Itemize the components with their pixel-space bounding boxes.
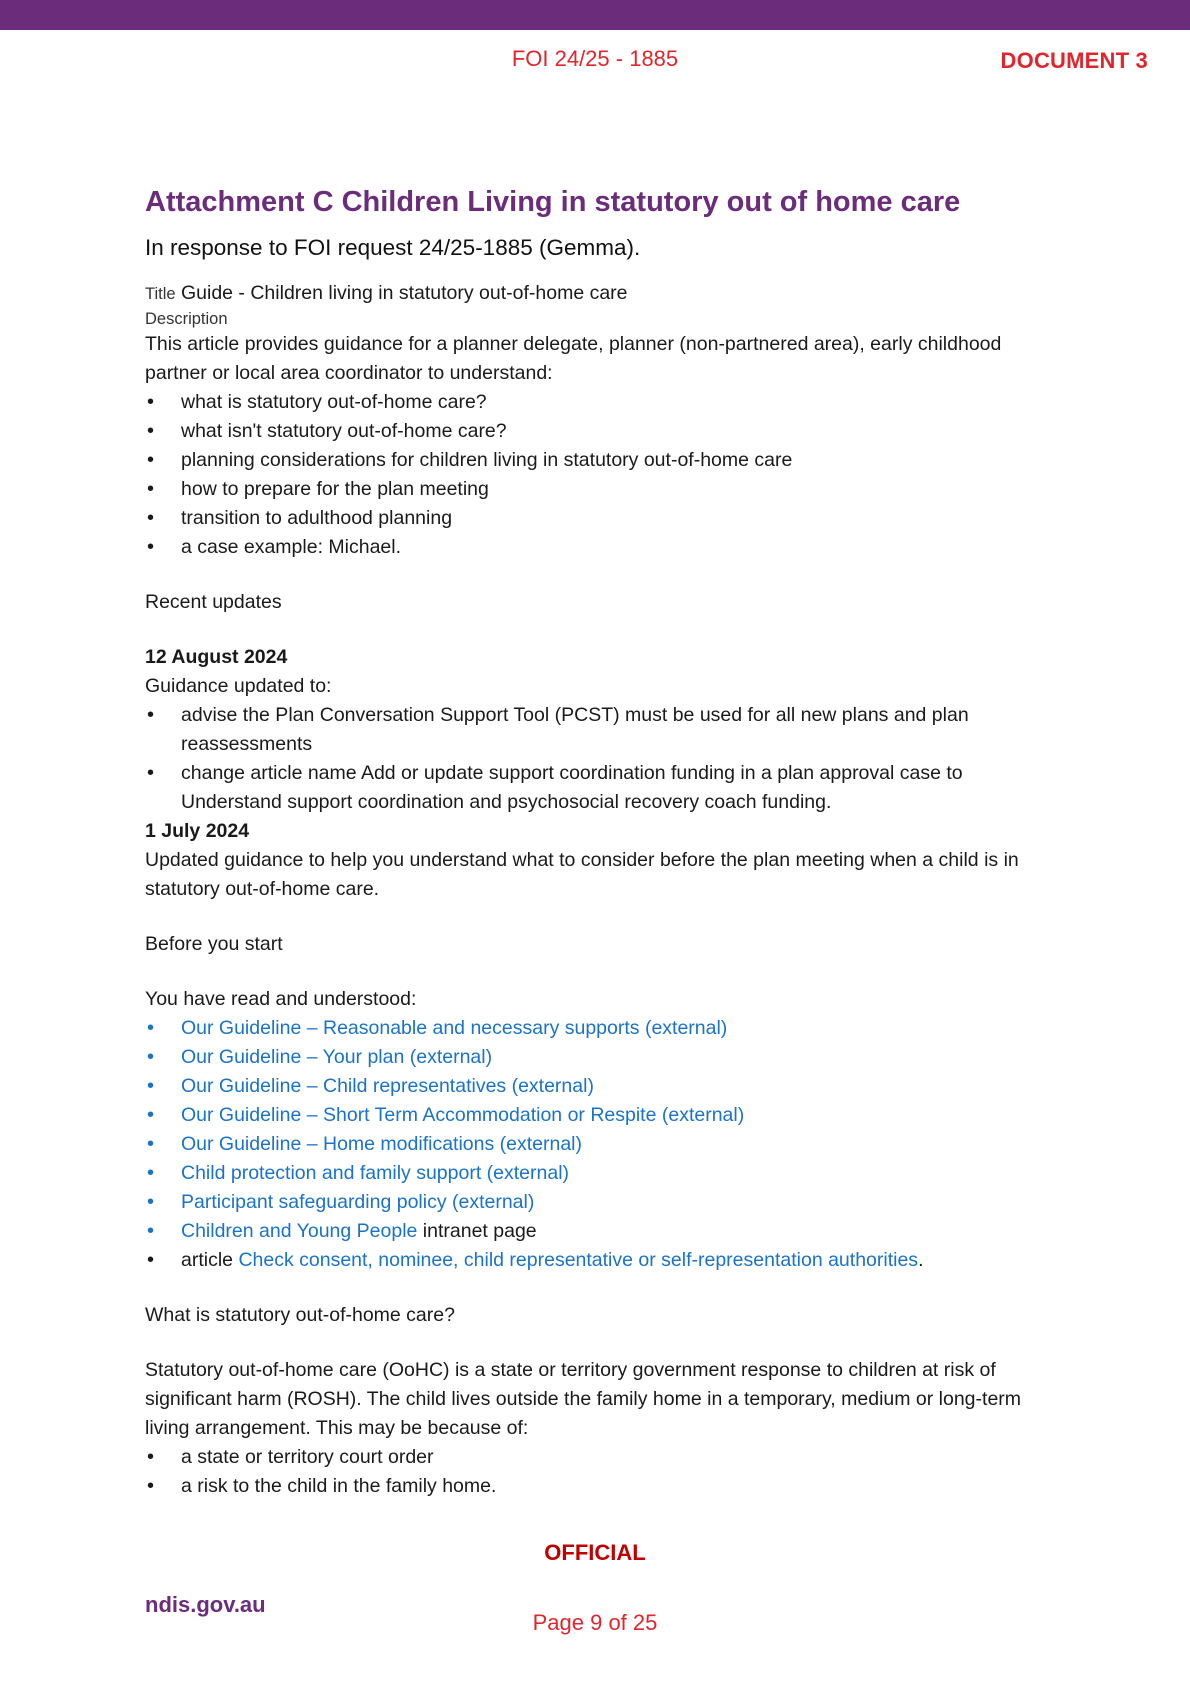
meta-title-line [145, 279, 1065, 308]
list-item: • what isn't statutory out-of-home care? [145, 417, 1065, 446]
children-young-people-link[interactable]: Children and Young People [181, 1220, 418, 1242]
check-consent-link[interactable]: Check consent, nominee, child representative or self-representation authorities [238, 1249, 919, 1271]
meta-title-label: Title [145, 285, 176, 303]
reading-link[interactable]: • Our Guideline – Home modifications (external) [145, 1130, 1065, 1159]
document-label: DOCUMENT 3 [1000, 48, 1148, 73]
update-text-2: Updated guidance to help you understand what to consider before the plan meeting when a child is in statutory out-of-home care. [145, 849, 1019, 900]
update-date-1: 12 August 2024 [145, 646, 288, 668]
list-item: • a state or territory court order [145, 1443, 1065, 1472]
oohc-heading: What is statutory out-of-home care? [145, 1304, 455, 1326]
reading-link[interactable]: • Our Guideline – Your plan (external) [145, 1043, 1065, 1072]
oohc-list [145, 1443, 1065, 1501]
list-item: • change article name Add or update support coordination funding in a plan approval case to Understand support coordination and psychosocial recovery coach funding. [145, 759, 1065, 817]
reading-link[interactable]: • Our Guideline – Child representatives (external) [145, 1072, 1065, 1101]
reading-list [145, 1014, 1065, 1275]
update-lead-1: Guidance updated to: [145, 675, 332, 697]
update-list-1 [145, 701, 1065, 817]
meta-description-label: Description [145, 310, 228, 328]
reading-link[interactable]: • Our Guideline – Short Term Accommodation or Respite (external) [145, 1101, 1065, 1130]
list-item [145, 1217, 1065, 1246]
intro-paragraph: This article provides guidance for a planner delegate, planner (non-partnered area), early childhood partner or local area coordinator to understand: [145, 333, 1002, 384]
article-suffix: . [918, 1249, 924, 1271]
children-link-suffix: intranet page [417, 1220, 537, 1242]
official-marking: OFFICIAL [544, 1540, 646, 1565]
meta-title-value: Guide - Children living in statutory out-of-home care [180, 282, 628, 304]
top-banner [0, 0, 1190, 30]
list-item: • a case example: Michael. [145, 533, 1065, 562]
reading-link[interactable]: • Our Guideline – Reasonable and necessary supports (external) [145, 1014, 1065, 1043]
footer-site-name: ndis.gov.au [145, 1592, 266, 1617]
list-item: • how to prepare for the plan meeting [145, 475, 1065, 504]
before-start-heading: Before you start [145, 933, 283, 955]
read-lead: You have read and understood: [145, 988, 417, 1010]
page-title: Attachment C Children Living in statutory out of home care [145, 186, 961, 218]
foi-reference: FOI 24/25 - 1885 [511, 46, 679, 71]
list-item: • what is statutory out-of-home care? [145, 388, 1065, 417]
intro-list [145, 388, 1065, 562]
page-subtitle: In response to FOI request 24/25-1885 (Gemma). [145, 235, 641, 260]
list-item: • advise the Plan Conversation Support Tool (PCST) must be used for all new plans and plan reassessments [145, 701, 1065, 759]
list-item: • a risk to the child in the family home. [145, 1472, 1065, 1501]
page-number: Page 9 of 25 [532, 1610, 658, 1635]
list-item: • transition to adulthood planning [145, 504, 1065, 533]
reading-link[interactable]: • Participant safeguarding policy (external) [145, 1188, 1065, 1217]
reading-link[interactable]: • Child protection and family support (external) [145, 1159, 1065, 1188]
oohc-paragraph: Statutory out-of-home care (OoHC) is a state or territory government response to children at risk of significant harm (ROSH). The child lives outside the family home in a temporary, medium or long-term living arrangement. This may be because of: [145, 1359, 1022, 1439]
document-body [145, 183, 1065, 1501]
article-prefix: article [181, 1249, 239, 1271]
list-item: • planning considerations for children living in statutory out-of-home care [145, 446, 1065, 475]
update-date-2: 1 July 2024 [145, 820, 250, 842]
list-item [145, 1246, 1065, 1275]
recent-updates-heading: Recent updates [145, 591, 282, 613]
